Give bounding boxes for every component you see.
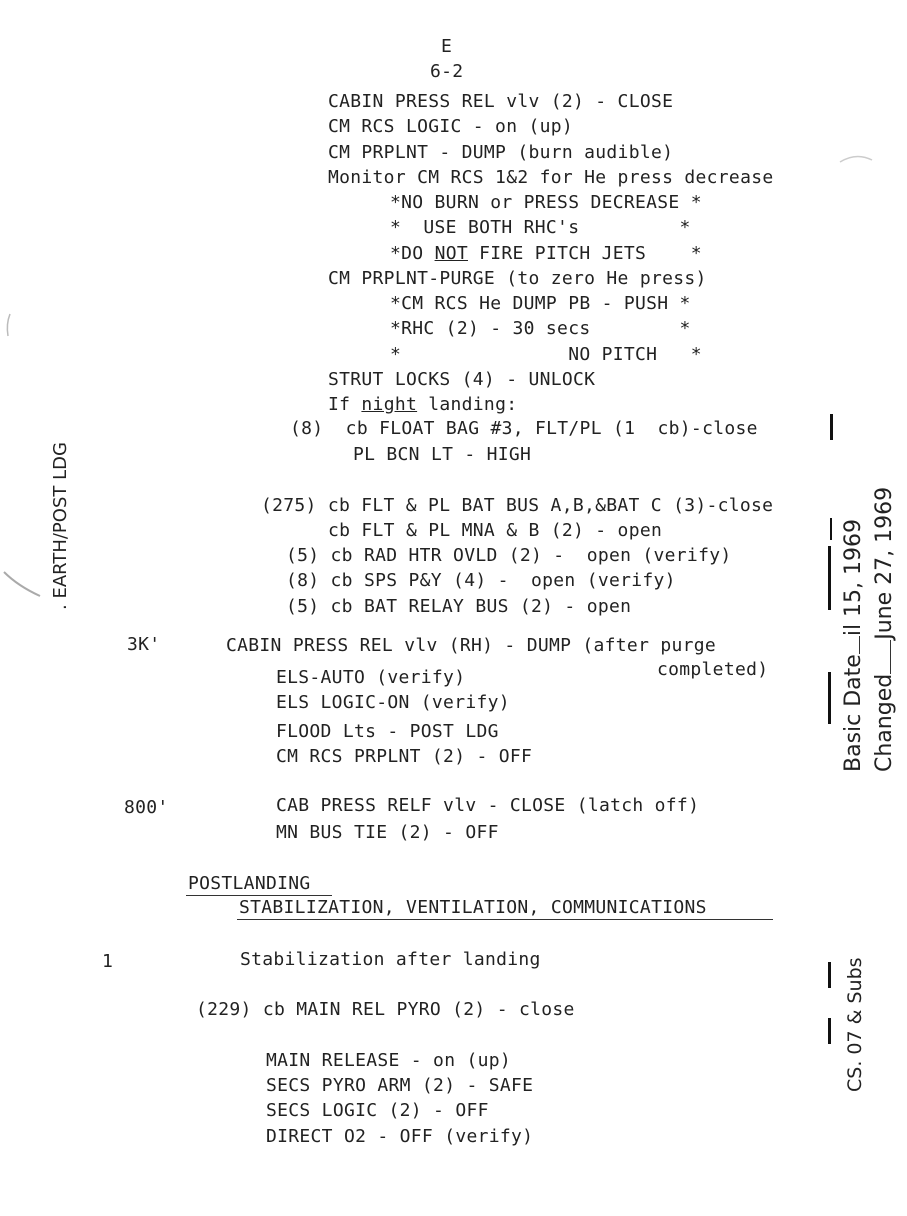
changed-date-stamp (872, 487, 897, 772)
basic-date-label: Basic Date (841, 654, 866, 772)
basic-date-stamp (841, 519, 866, 772)
step-line: MN BUS TIE (2) - OFF (276, 822, 499, 843)
caution-line: * USE BOTH RHC's * (390, 217, 691, 238)
edge-mark (0, 310, 20, 340)
subheading-underline (237, 919, 773, 920)
basic-date-value: il 15, 1969 (841, 518, 866, 637)
change-bar (830, 518, 832, 540)
side-section-label: . EARTH/POST LDG (50, 442, 71, 610)
step-line: FLOOD Lts - POST LDG (276, 721, 499, 742)
step-line: MAIN RELEASE - on (up) (266, 1050, 512, 1071)
step-line: CABIN PRESS REL vlv (RH) - DUMP (after purge (226, 635, 717, 656)
altitude-marker: 800' (124, 797, 169, 818)
caution-line: *CM RCS He DUMP PB - PUSH * (390, 293, 691, 314)
page-number: 6-2 (430, 61, 464, 82)
step-line: CM PRPLNT - DUMP (burn audible) (328, 142, 674, 163)
step-line: completed) (657, 659, 769, 680)
step-line: PL BCN LT - HIGH (353, 444, 532, 465)
step-line: CM RCS PRPLNT (2) - OFF (276, 746, 533, 767)
step-line: (275) cb FLT & PL BAT BUS A,B,&BAT C (3)-close (261, 495, 774, 516)
blank-line (890, 640, 891, 674)
caution-line: *NO BURN or PRESS DECREASE * (390, 192, 702, 213)
changed-label: Changed (872, 673, 897, 772)
change-bar (828, 672, 831, 724)
text-span: If (328, 394, 362, 415)
step-line: Monitor CM RCS 1&2 for He press decrease (328, 167, 774, 188)
step-line (328, 394, 517, 416)
text-span: FIRE PITCH JETS * (467, 243, 702, 264)
step-line: cb FLT & PL MNA & B (2) - open (328, 520, 663, 541)
text-span: landing: (417, 394, 518, 415)
edge-mark (0, 560, 60, 610)
step-line: CAB PRESS RELF vlv - CLOSE (latch off) (276, 795, 700, 816)
emphasis-not: NOT (434, 243, 468, 264)
changed-value: June 27, 1969 (872, 486, 897, 640)
change-bar (828, 1018, 831, 1044)
step-line: SECS PYRO ARM (2) - SAFE (266, 1075, 534, 1096)
subsection-heading: STABILIZATION, VENTILATION, COMMUNICATIONS (239, 897, 707, 918)
edge-mark (838, 150, 878, 170)
step-line: (229) cb MAIN REL PYRO (2) - close (196, 999, 575, 1020)
step-line: (8) cb SPS P&Y (4) - open (verify) (286, 570, 676, 591)
text-span: *DO (390, 243, 435, 264)
step-line: SECS LOGIC (2) - OFF (266, 1100, 489, 1121)
section-heading: POSTLANDING (188, 873, 311, 894)
step-line: (5) cb RAD HTR OVLD (2) - open (verify) (286, 545, 732, 566)
step-line: (8) cb FLOAT BAG #3, FLT/PL (1 cb)-close (290, 418, 758, 439)
step-line: STRUT LOCKS (4) - UNLOCK (328, 369, 596, 390)
step-line: CABIN PRESS REL vlv (2) - CLOSE (328, 91, 674, 112)
step-line: Stabilization after landing (240, 949, 541, 970)
step-line: CM PRPLNT-PURGE (to zero He press) (328, 268, 707, 289)
step-line: CM RCS LOGIC - on (up) (328, 116, 574, 137)
change-bar (830, 414, 833, 440)
step-line: ELS-AUTO (verify) (276, 667, 466, 688)
change-bar (828, 962, 831, 988)
step-line: DIRECT O2 - OFF (verify) (266, 1126, 534, 1147)
change-bar (828, 546, 831, 610)
caution-line: *RHC (2) - 30 secs * (390, 318, 691, 339)
step-number: 1 (102, 951, 114, 972)
caution-line: * NO PITCH * (390, 344, 702, 365)
altitude-marker: 3K' (127, 634, 161, 655)
step-line: (5) cb BAT RELAY BUS (2) - open (286, 596, 632, 617)
step-line: ELS LOGIC-ON (verify) (276, 692, 510, 713)
section-letter: E (441, 36, 453, 57)
applicability-stamp: CS. 07 & Subs (844, 957, 866, 1092)
heading-underline (186, 895, 332, 896)
blank-line (859, 636, 860, 654)
emphasis-night: night (361, 394, 418, 415)
caution-line (390, 243, 702, 265)
